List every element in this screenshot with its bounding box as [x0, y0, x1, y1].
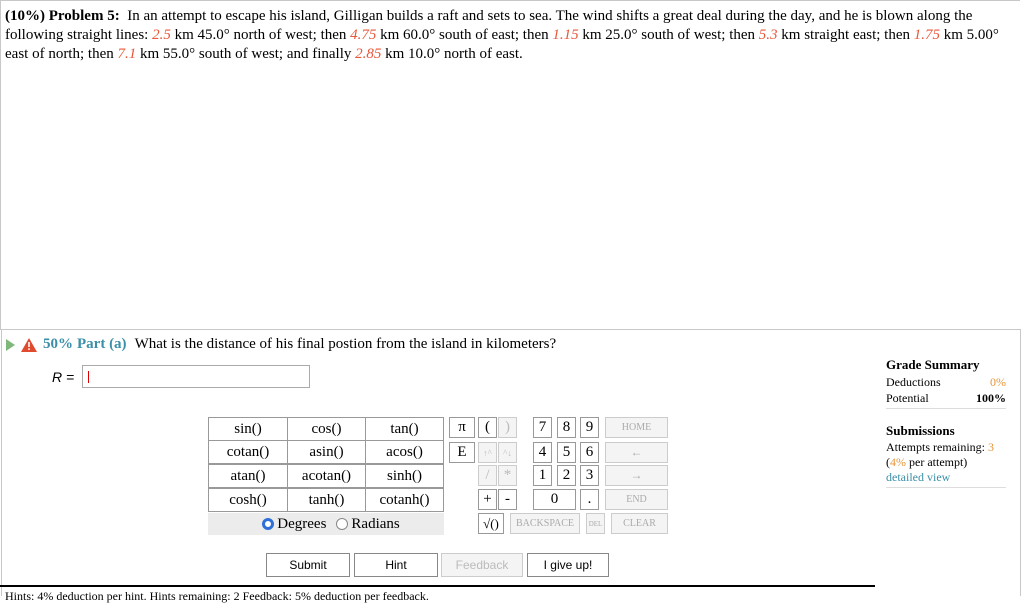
hint-button[interactable]: Hint — [354, 553, 438, 577]
divide-button[interactable]: / — [478, 465, 497, 486]
per-attempt-open: ( — [886, 455, 890, 469]
sinh-button[interactable]: sinh() — [365, 464, 444, 488]
potential-value: 100% — [976, 391, 1006, 405]
right-arrow-button[interactable]: → — [605, 465, 668, 486]
value-7: 2.85 — [355, 46, 382, 62]
problem-text: km 45.0° north of west; then — [170, 27, 351, 43]
digit-6-button[interactable]: 6 — [580, 442, 599, 463]
problem-text: km 10.0° north of east. — [381, 46, 523, 62]
problem-text: km straight east; then — [777, 27, 914, 43]
give-up-button[interactable]: I give up! — [527, 553, 609, 577]
expand-arrow-icon[interactable] — [6, 339, 15, 351]
answer-variable-label: R = — [52, 369, 75, 385]
sin-button[interactable]: sin() — [208, 417, 288, 441]
cotanh-button[interactable]: cotanh() — [365, 488, 444, 512]
value-3: 1.15 — [552, 27, 579, 43]
value-1: 2.5 — [152, 27, 171, 43]
digit-0-button[interactable]: 0 — [533, 489, 576, 510]
frame-left — [0, 0, 1, 330]
cosh-button[interactable]: cosh() — [208, 488, 288, 512]
digit-2-button[interactable]: 2 — [557, 465, 576, 486]
problem-text: km 5.00° east of north; then — [5, 27, 999, 62]
grade-summary — [886, 357, 1006, 488]
per-attempt-text: per attempt) — [906, 455, 968, 469]
asin-button[interactable]: asin() — [287, 440, 366, 464]
pi-button[interactable]: π — [449, 417, 475, 438]
close-paren-button[interactable]: ) — [498, 417, 517, 438]
acotan-button[interactable]: acotan() — [287, 464, 366, 488]
attempts-value: 3 — [987, 440, 994, 454]
e-button[interactable]: E — [449, 442, 475, 463]
cos-button[interactable]: cos() — [287, 417, 366, 441]
warning-icon — [21, 338, 37, 352]
sqrt-button[interactable]: √() — [478, 513, 504, 534]
part-question: What is the distance of his final postion from the island in kilometers? — [134, 336, 557, 352]
value-5: 1.75 — [913, 27, 941, 43]
deductions-label: Deductions — [886, 375, 941, 389]
cotan-button[interactable]: cotan() — [208, 440, 288, 464]
problem-number: (10%) Problem 5: — [5, 8, 120, 24]
bottom-divider — [0, 585, 875, 587]
attempts-remaining — [886, 440, 1006, 455]
home-button[interactable]: HOME — [605, 417, 668, 438]
degrees-label: Degrees — [277, 515, 327, 532]
tanh-button[interactable]: tanh() — [287, 488, 366, 512]
problem-text: km 60.0° south of east; then — [376, 27, 553, 43]
detailed-view-link[interactable]: detailed view — [886, 470, 1006, 488]
decimal-button[interactable]: . — [580, 489, 599, 510]
problem-statement — [5, 7, 1017, 64]
plus-button[interactable]: + — [478, 489, 497, 510]
tan-button[interactable]: tan() — [365, 417, 444, 441]
left-arrow-button[interactable]: ← — [605, 442, 668, 463]
per-attempt-value: 4% — [890, 455, 906, 469]
digit-5-button[interactable]: 5 — [557, 442, 576, 463]
value-2: 4.75 — [350, 27, 377, 43]
end-button[interactable]: END — [605, 489, 668, 510]
backspace-button[interactable]: BACKSPACE — [510, 513, 580, 534]
frame-top — [0, 0, 1020, 1]
per-attempt-deduction — [886, 455, 1006, 470]
digit-4-button[interactable]: 4 — [533, 442, 552, 463]
digit-7-button[interactable]: 7 — [533, 417, 552, 438]
digit-3-button[interactable]: 3 — [580, 465, 599, 486]
acos-button[interactable]: acos() — [365, 440, 444, 464]
atan-button[interactable]: atan() — [208, 464, 288, 488]
deductions-row — [886, 374, 1006, 390]
degrees-radio[interactable] — [262, 518, 274, 530]
part-a-header — [6, 336, 556, 353]
grade-summary-title: Grade Summary — [886, 357, 980, 372]
hints-feedback-info: Hints: 4% deduction per hint. Hints remaining: 2 Feedback: 5% deduction per feedback. — [5, 589, 429, 603]
answer-input[interactable] — [82, 365, 310, 388]
submissions-title: Submissions — [886, 423, 955, 438]
part-label: Part (a) — [77, 336, 127, 352]
deductions-value: 0% — [990, 375, 1006, 389]
feedback-button[interactable]: Feedback — [441, 553, 523, 577]
minus-button[interactable]: - — [498, 489, 517, 510]
digit-1-button[interactable]: 1 — [533, 465, 552, 486]
submit-button[interactable]: Submit — [266, 553, 350, 577]
open-paren-button[interactable]: ( — [478, 417, 497, 438]
angle-mode-selector — [208, 513, 444, 535]
radians-radio[interactable] — [336, 518, 348, 530]
value-6: 7.1 — [117, 46, 137, 62]
problem-text: km 55.0° south of west; and finally — [136, 46, 356, 62]
multiply-button[interactable]: * — [498, 465, 517, 486]
radians-label: Radians — [351, 515, 400, 532]
digit-9-button[interactable]: 9 — [580, 417, 599, 438]
part-weight: 50% — [43, 336, 73, 352]
attempts-label: Attempts remaining: — [886, 440, 985, 454]
digit-8-button[interactable]: 8 — [557, 417, 576, 438]
power-button[interactable]: ↑^ — [478, 442, 497, 463]
text-cursor — [88, 371, 89, 383]
potential-label: Potential — [886, 391, 929, 405]
potential-row — [886, 390, 1006, 409]
problem-text: km 25.0° south of west; then — [578, 27, 759, 43]
subscript-button[interactable]: ^↓ — [498, 442, 517, 463]
delete-button[interactable]: DEL — [586, 513, 605, 534]
clear-button[interactable]: CLEAR — [611, 513, 668, 534]
value-4: 5.3 — [758, 27, 778, 43]
problem-text: In an attempt to escape his island, Gilligan builds a raft and sets to sea. The wind shifts a great deal during the day, and he is blown along the following straight lines: — [5, 8, 973, 43]
